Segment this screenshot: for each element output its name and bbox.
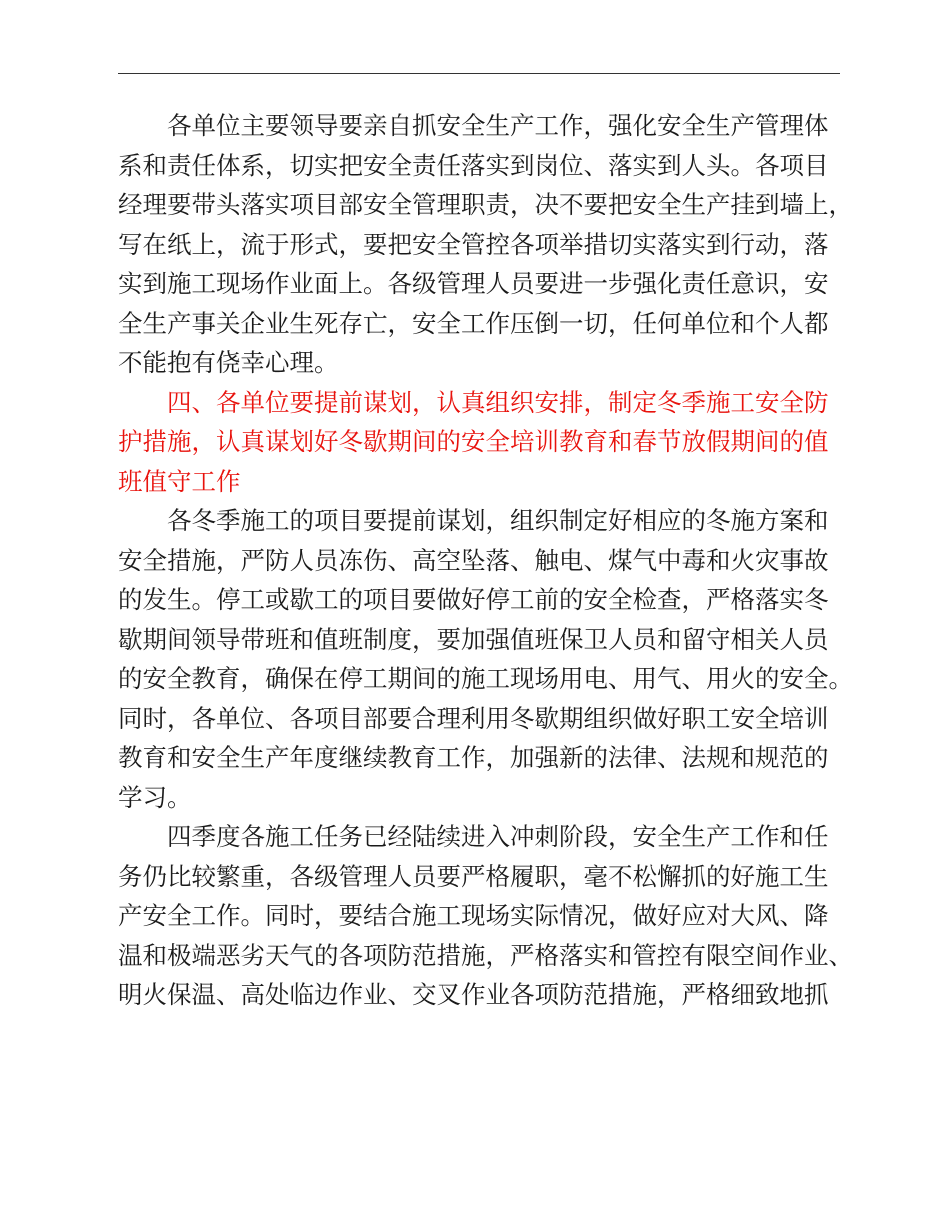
text-line: 温和极端恶劣天气的各项防范措施，严格落实和管控有限空间作业、 bbox=[118, 940, 853, 970]
text-line: 明火保温、高处临边作业、交叉作业各项防范措施，严格细致地抓 bbox=[118, 980, 829, 1009]
text-line: 安全措施，严防人员冻伤、高空坠落、触电、煤气中毒和火灾事故 bbox=[118, 545, 829, 575]
text-line: 的安全教育，确保在停工期间的施工现场用电、用气、用火的安全。 bbox=[118, 664, 853, 693]
paragraph-winter-construction bbox=[118, 501, 853, 817]
text-line: 务仍比较繁重，各级管理人员要严格履职，毫不松懈抓的好施工生 bbox=[118, 861, 829, 891]
text-line: 同时，各单位、各项目部要合理利用冬歇期组织做好职工安全培训 bbox=[118, 703, 829, 733]
heading-line: 班值守工作 bbox=[118, 466, 241, 496]
text-line: 实到施工现场作业面上。各级管理人员要进一步强化责任意识，安 bbox=[118, 269, 829, 298]
text-line: 各冬季施工的项目要提前谋划，组织制定好相应的冬施方案和 bbox=[167, 506, 829, 535]
paragraph-fourth-quarter bbox=[118, 817, 853, 1015]
text-line: 不能抱有侥幸心理。 bbox=[118, 348, 339, 377]
heading-line: 四、各单位要提前谋划，认真组织安排，制定冬季施工安全防 bbox=[167, 387, 829, 417]
text-line: 系和责任体系，切实把安全责任落实到岗位、落实到人头。各项目 bbox=[118, 150, 829, 180]
text-line: 全生产事关企业生死存亡，安全工作压倒一切，任何单位和个人都 bbox=[118, 308, 829, 338]
text-line: 教育和安全生产年度继续教育工作，加强新的法律、法规和规范的 bbox=[118, 743, 829, 772]
text-line: 歇期间领导带班和值班制度，要加强值班保卫人员和留守相关人员 bbox=[118, 624, 829, 654]
text-line: 的发生。停工或歇工的项目要做好停工前的安全检查，严格落实冬 bbox=[118, 585, 829, 614]
text-line: 产安全工作。同时，要结合施工现场实际情况，做好应对大风、降 bbox=[118, 901, 829, 930]
text-line: 各单位主要领导要亲自抓安全生产工作，强化安全生产管理体 bbox=[167, 111, 829, 140]
section-heading-four bbox=[118, 383, 853, 502]
text-line: 学习。 bbox=[118, 782, 192, 812]
text-line: 四季度各施工任务已经陆续进入冲刺阶段，安全生产工作和任 bbox=[167, 822, 829, 851]
paragraph-leadership-responsibility bbox=[118, 106, 853, 383]
heading-line: 护措施，认真谋划好冬歇期间的安全培训教育和春节放假期间的值 bbox=[118, 427, 829, 456]
text-line: 写在纸上，流于形式，要把安全管控各项举措切实落实到行动，落 bbox=[118, 229, 829, 259]
header-rule bbox=[118, 73, 840, 74]
text-line: 经理要带头落实项目部安全管理职责，决不要把安全生产挂到墙上， bbox=[118, 190, 853, 219]
document-body bbox=[118, 106, 853, 1015]
